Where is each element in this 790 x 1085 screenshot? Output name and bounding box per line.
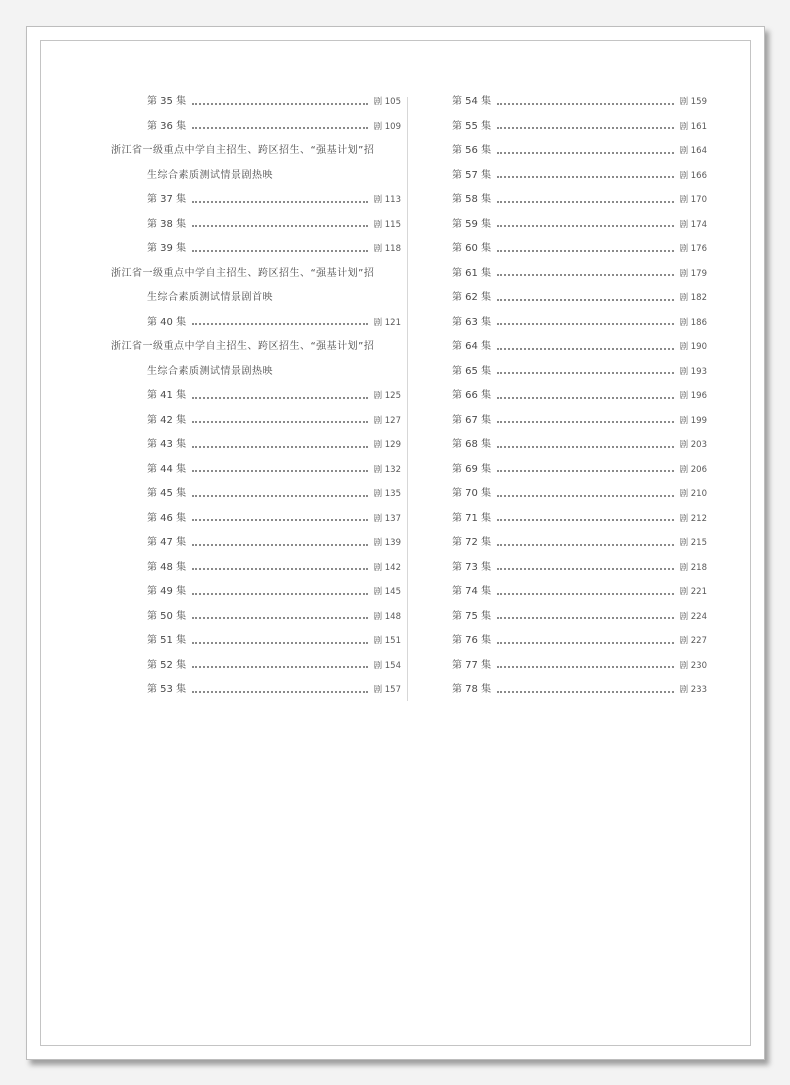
dot-leader: [497, 175, 673, 178]
episode-label: 第 52 集: [147, 659, 187, 671]
episode-label: 第 74 集: [452, 586, 492, 597]
toc-entry[interactable]: [452, 213, 707, 238]
dot-leader: [192, 543, 367, 546]
episode-label: 第 51 集: [147, 635, 187, 646]
toc-entry[interactable]: [452, 188, 707, 213]
dot-leader: [497, 445, 673, 448]
dot-leader: [497, 102, 673, 105]
toc-entry[interactable]: [111, 384, 401, 409]
dot-leader: [192, 420, 367, 423]
episode-label: 第 64 集: [452, 341, 492, 352]
toc-entry[interactable]: [452, 556, 707, 581]
dot-leader: [497, 592, 673, 595]
page-number: 剧 109: [373, 121, 401, 132]
page-number: 剧 145: [373, 587, 401, 597]
dot-leader: [192, 592, 367, 595]
dot-leader: [497, 396, 673, 399]
page-number: 剧 215: [679, 538, 707, 548]
dot-leader: [192, 469, 367, 472]
dot-leader: [497, 420, 673, 423]
episode-label: 第 56 集: [452, 145, 492, 156]
toc-entry[interactable]: [111, 482, 401, 507]
page-number: 剧 203: [679, 440, 707, 450]
episode-label: 第 62 集: [452, 292, 492, 303]
toc-entry[interactable]: [452, 115, 707, 140]
dot-leader: [497, 298, 673, 301]
episode-label: 第 67 集: [452, 414, 492, 426]
toc-entry[interactable]: [452, 286, 707, 311]
page-number: 剧 113: [373, 195, 401, 205]
toc-entry[interactable]: [452, 139, 707, 164]
dot-leader: [497, 494, 673, 497]
page-number: 剧 210: [679, 489, 707, 499]
episode-label: 第 48 集: [147, 561, 187, 573]
episode-label: 第 49 集: [147, 586, 187, 597]
episode-label: 第 76 集: [452, 635, 492, 646]
dot-leader: [497, 224, 673, 227]
episode-label: 第 55 集: [452, 120, 492, 132]
dot-leader: [192, 641, 367, 644]
toc-right-column: [452, 90, 707, 703]
dot-leader: [497, 273, 673, 276]
dot-leader: [497, 347, 673, 350]
episode-label: 第 78 集: [452, 684, 492, 695]
toc-entry[interactable]: [452, 629, 707, 654]
page-number: 剧 170: [679, 195, 707, 205]
section-note: 浙江省一级重点中学自主招生、跨区招生、“强基计划”招: [111, 341, 375, 352]
page-number: 剧 230: [679, 660, 707, 671]
toc-entry[interactable]: [111, 678, 401, 703]
dot-leader: [497, 469, 673, 472]
page-number: 剧 115: [373, 219, 401, 230]
dot-leader: [192, 249, 367, 252]
toc-entry[interactable]: [111, 115, 401, 140]
episode-label: 第 50 集: [147, 610, 187, 622]
episode-label: 第 53 集: [147, 684, 187, 695]
page-number: 剧 121: [373, 317, 401, 328]
episode-label: 第 63 集: [452, 316, 492, 328]
episode-label: 第 42 集: [147, 414, 187, 426]
dot-leader: [192, 396, 367, 399]
toc-entry[interactable]: [452, 164, 707, 189]
toc-entry[interactable]: [452, 580, 707, 605]
page-number: 剧 127: [373, 415, 401, 426]
dot-leader: [497, 543, 673, 546]
toc-entry[interactable]: [111, 629, 401, 654]
toc-entry[interactable]: [111, 507, 401, 532]
episode-label: 第 43 集: [147, 439, 187, 450]
episode-label: 第 39 集: [147, 243, 187, 254]
page-number: 剧 176: [679, 244, 707, 254]
episode-label: 第 36 集: [147, 120, 187, 132]
episode-label: 第 41 集: [147, 390, 187, 401]
dot-leader: [192, 126, 367, 129]
episode-label: 第 57 集: [452, 169, 492, 181]
page-number: 剧 118: [373, 244, 401, 254]
episode-label: 第 47 集: [147, 537, 187, 548]
page-number: 剧 174: [679, 219, 707, 230]
page-number: 剧 132: [373, 464, 401, 475]
dot-leader: [497, 200, 673, 203]
toc-entry[interactable]: [452, 458, 707, 483]
page-number: 剧 193: [679, 366, 707, 377]
dot-leader: [497, 518, 673, 521]
toc-entry[interactable]: [111, 213, 401, 238]
toc-entry[interactable]: [452, 335, 707, 360]
episode-label: 第 60 集: [452, 243, 492, 254]
episode-label: 第 44 集: [147, 463, 187, 475]
page-number: 剧 221: [679, 587, 707, 597]
toc-entry[interactable]: [452, 237, 707, 262]
episode-label: 第 72 集: [452, 537, 492, 548]
page-number: 剧 129: [373, 440, 401, 450]
episode-label: 第 61 集: [452, 267, 492, 279]
dot-leader: [192, 102, 367, 105]
document-page: [26, 26, 765, 1060]
page-number: 剧 164: [679, 146, 707, 156]
toc-entry[interactable]: [111, 409, 401, 434]
episode-label: 第 46 集: [147, 512, 187, 524]
toc-entry[interactable]: [452, 360, 707, 385]
episode-label: 第 71 集: [452, 512, 492, 524]
episode-label: 第 65 集: [452, 365, 492, 377]
page-number: 剧 135: [373, 489, 401, 499]
toc-entry[interactable]: [452, 605, 707, 630]
page-number: 剧 105: [373, 97, 401, 107]
page-number: 剧 166: [679, 170, 707, 181]
page-number: 剧 154: [373, 660, 401, 671]
dot-leader: [497, 322, 673, 325]
dot-leader: [497, 690, 673, 693]
toc-entry[interactable]: [111, 605, 401, 630]
episode-label: 第 69 集: [452, 463, 492, 475]
page-number: 剧 125: [373, 391, 401, 401]
toc-entry[interactable]: [452, 654, 707, 679]
dot-leader: [192, 616, 367, 619]
episode-label: 第 59 集: [452, 218, 492, 230]
episode-label: 第 68 集: [452, 439, 492, 450]
toc-entry[interactable]: [452, 678, 707, 703]
dot-leader: [497, 151, 673, 154]
page-number: 剧 142: [373, 562, 401, 573]
toc-entry[interactable]: [452, 433, 707, 458]
page-number: 剧 157: [373, 685, 401, 695]
episode-label: 第 40 集: [147, 316, 187, 328]
episode-label: 第 38 集: [147, 218, 187, 230]
column-divider: [407, 97, 408, 701]
toc-entry[interactable]: [111, 237, 401, 262]
dot-leader: [192, 690, 367, 693]
page-number: 剧 190: [679, 342, 707, 352]
page-number: 剧 212: [679, 513, 707, 524]
toc-entry[interactable]: [452, 90, 707, 115]
dot-leader: [192, 494, 367, 497]
episode-label: 第 75 集: [452, 610, 492, 622]
dot-leader: [497, 567, 673, 570]
toc-entry[interactable]: [111, 556, 401, 581]
page-number: 剧 139: [373, 538, 401, 548]
page-number: 剧 233: [679, 685, 707, 695]
toc-left-column: [111, 90, 401, 703]
dot-leader: [497, 616, 673, 619]
toc-entry[interactable]: [452, 384, 707, 409]
toc-entry[interactable]: [111, 458, 401, 483]
page-number: 剧 159: [679, 97, 707, 107]
dot-leader: [497, 641, 673, 644]
toc-entry[interactable]: [452, 482, 707, 507]
page-number: 剧 218: [679, 562, 707, 573]
episode-label: 第 54 集: [452, 96, 492, 107]
episode-label: 第 58 集: [452, 194, 492, 205]
episode-label: 第 35 集: [147, 96, 187, 107]
page-number: 剧 206: [679, 464, 707, 475]
dot-leader: [497, 665, 673, 668]
dot-leader: [192, 518, 367, 521]
episode-label: 第 70 集: [452, 488, 492, 499]
toc-entry[interactable]: [452, 409, 707, 434]
dot-leader: [192, 665, 367, 668]
toc-entry[interactable]: [111, 433, 401, 458]
page-number: 剧 179: [679, 268, 707, 279]
dot-leader: [192, 567, 367, 570]
section-note: 生综合素质测试情景剧首映: [147, 292, 273, 303]
episode-label: 第 37 集: [147, 194, 187, 205]
toc-entry[interactable]: [452, 507, 707, 532]
dot-leader: [192, 322, 367, 325]
page-number: 剧 224: [679, 611, 707, 622]
episode-label: 第 77 集: [452, 659, 492, 671]
section-note: 浙江省一级重点中学自主招生、跨区招生、“强基计划”招: [111, 145, 375, 156]
toc-entry[interactable]: [111, 580, 401, 605]
page-number: 剧 186: [679, 317, 707, 328]
page-number: 剧 199: [679, 415, 707, 426]
toc-entry[interactable]: [452, 262, 707, 287]
episode-label: 第 66 集: [452, 390, 492, 401]
section-note: 浙江省一级重点中学自主招生、跨区招生、“强基计划”招: [111, 267, 375, 279]
section-note: 生综合素质测试情景剧热映: [147, 365, 273, 377]
toc-entry[interactable]: [111, 531, 401, 556]
page-number: 剧 148: [373, 611, 401, 622]
dot-leader: [192, 224, 367, 227]
page-number: 剧 227: [679, 636, 707, 646]
dot-leader: [497, 249, 673, 252]
page-number: 剧 196: [679, 391, 707, 401]
toc-entry[interactable]: [452, 531, 707, 556]
toc-entry[interactable]: [111, 90, 401, 115]
dot-leader: [497, 126, 673, 129]
page-number: 剧 161: [679, 121, 707, 132]
page-number: 剧 182: [679, 293, 707, 303]
section-note: 生综合素质测试情景剧热映: [147, 169, 273, 181]
toc-entry[interactable]: [111, 654, 401, 679]
page-number: 剧 137: [373, 513, 401, 524]
toc-entry[interactable]: [111, 311, 401, 336]
toc-entry[interactable]: [111, 188, 401, 213]
dot-leader: [192, 445, 367, 448]
dot-leader: [497, 371, 673, 374]
dot-leader: [192, 200, 367, 203]
episode-label: 第 45 集: [147, 488, 187, 499]
toc-entry[interactable]: [452, 311, 707, 336]
episode-label: 第 73 集: [452, 561, 492, 573]
page-number: 剧 151: [373, 636, 401, 646]
